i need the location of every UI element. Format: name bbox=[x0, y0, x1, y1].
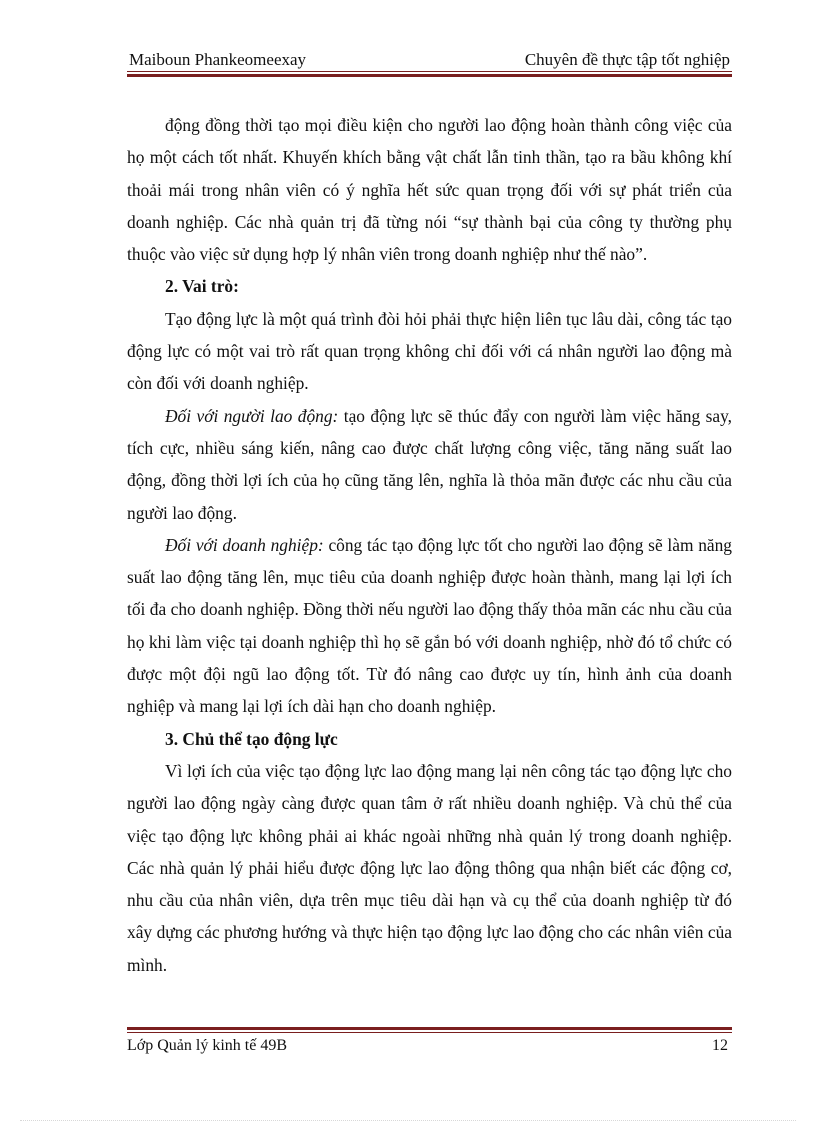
paragraph-3-text: tạo động lực sẽ thúc đẩy con người làm việc hăng say, tích cực, nhiều sáng kiến, nâng cao được chất lượng công việc, tăng năng suất lao động, đồng thời lợi ích của họ cũng tăng lên, nghĩa là thỏa mãn được các nhu cầu của người lao động. bbox=[127, 405, 732, 523]
section-heading-3: 3. Chủ thể tạo động lực bbox=[165, 728, 338, 749]
paragraph-1: động đồng thời tạo mọi điều kiện cho người lao động hoàn thành công việc của họ một cách tốt nhất. Khuyến khích bằng vật chất lẫn tinh thần, tạo ra bầu không khí thoải mái trong nhân viên có ý nghĩa hết sức quan trọng đối với sự phát triển của doanh nghiệp. Các nhà quản trị đã từng nói “sự thành bại của công ty thường phụ thuộc vào việc sử dụng hợp lý nhân viên trong doanh nghiệp như thế nào”. bbox=[127, 115, 732, 265]
paragraph-3 bbox=[127, 400, 732, 529]
paragraph-3-lead: Đối với người lao động: bbox=[165, 405, 339, 426]
section-heading-2: 2. Vai trò: bbox=[165, 276, 239, 297]
page-number: 12 bbox=[712, 1037, 728, 1054]
footer-rule-thin bbox=[127, 1032, 732, 1033]
header-title: Chuyên đề thực tập tốt nghiệp bbox=[524, 50, 730, 69]
paragraph-4-text: công tác tạo động lực tốt cho người lao động sẽ làm năng suất lao động tăng lên, mục tiêu của doanh nghiệp được hoàn thành, mang lại lợi ích tối đa cho doanh nghiệp. Đồng thời nếu người lao động thấy thỏa mãn các nhu cầu của họ khi làm việc tại doanh nghiệp thì họ sẽ gắn bó với doanh nghiệp, nhờ đó tổ chức có được một đội ngũ lao động tốt. Từ đó nâng cao được uy tín, hình ảnh của doanh nghiệp và mang lại lợi ích dài hạn cho doanh nghiệp. bbox=[127, 534, 733, 717]
page-bottom-divider bbox=[20, 1120, 796, 1121]
header-rule-thin bbox=[127, 71, 732, 72]
paragraph-4 bbox=[127, 529, 732, 723]
page-footer bbox=[127, 1037, 732, 1057]
header-rule-thick bbox=[127, 74, 732, 77]
document-body bbox=[127, 109, 732, 981]
header-author: Maiboun Phankeomeexay bbox=[129, 50, 307, 69]
paragraph-5: Vì lợi ích của việc tạo động lực lao động mang lại nên công tác tạo động lực cho người lao động ngày càng được quan tâm ở rất nhiều doanh nghiệp. Và chủ thể của việc tạo động lực không phải ai khác ngoài những nhà quản lý trong doanh nghiệp. Các nhà quản lý phải hiểu được động lực lao động thông qua nhận biết các động cơ, nhu cầu của nhân viên, dựa trên mục tiêu dài hạn và cụ thể của doanh nghiệp từ đó xây dựng các phương hướng và thực hiện tạo động lực lao động cho các nhân viên của mình. bbox=[127, 760, 732, 975]
footer-class-name: Lớp Quản lý kinh tế 49B bbox=[127, 1037, 287, 1054]
paragraph-2: Tạo động lực là một quá trình đòi hỏi phải thực hiện liên tục lâu dài, công tác tạo động lực có một vai trò rất quan trọng không chỉ đối với cá nhân người lao động mà còn đối với doanh nghiệp. bbox=[127, 308, 732, 394]
page-header bbox=[127, 50, 732, 70]
paragraph-4-lead: Đối với doanh nghiệp: bbox=[165, 534, 324, 555]
footer-rule-thick bbox=[127, 1027, 732, 1030]
